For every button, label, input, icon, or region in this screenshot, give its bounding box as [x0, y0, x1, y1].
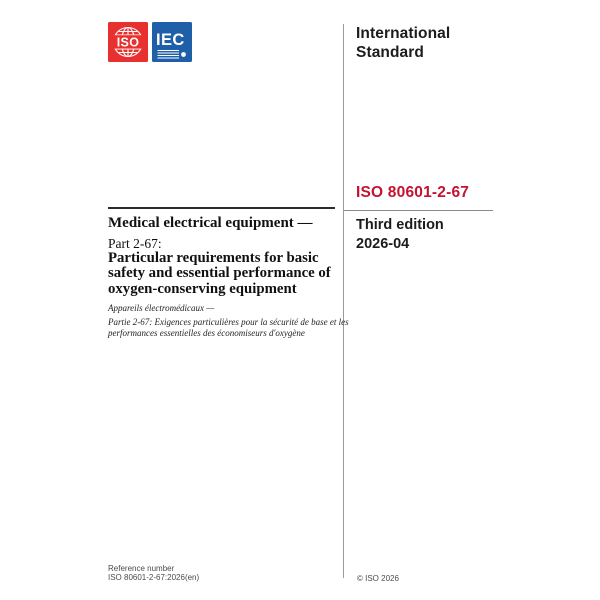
standard-number: ISO 80601-2-67: [356, 184, 470, 201]
iec-logo: [152, 22, 192, 62]
copyright-notice: © ISO 2026: [357, 574, 399, 583]
title-french-subtitle-line: performances essentielles des économiseurs d'oxygène: [108, 328, 305, 338]
reference-block: [108, 565, 199, 582]
title-part-label: Part 2-67:: [108, 236, 162, 251]
edition-date: 2026-04: [356, 235, 410, 252]
reference-number: ISO 80601-2-67:2026(en): [108, 572, 200, 582]
edition-label: Third edition: [356, 217, 444, 233]
iso-logo-label: ISO: [116, 35, 140, 50]
title-french-main: Appareils électromédicaux —: [108, 303, 215, 313]
iso-globe-icon: [108, 22, 148, 62]
title-french-subtitle-line: Partie 2-67: Exigences particulières pour la sécurité de base et les: [108, 317, 349, 327]
iec-lines-icon: [152, 22, 192, 62]
title-french-subtitle: [108, 317, 349, 339]
document-type-line1: International: [356, 25, 451, 42]
document-type-line2: Standard: [356, 44, 424, 61]
standard-number-rule: [344, 210, 493, 211]
edition-block: [356, 216, 444, 253]
title-english-subtitle-line: safety and essential performance of: [108, 265, 331, 282]
title-english-subtitle-line: Particular requirements for basic: [108, 250, 319, 266]
document-type-heading: [356, 24, 450, 62]
title-english-main: Medical electrical equipment —: [108, 215, 313, 231]
title-rule: [108, 207, 335, 209]
reference-label: Reference number: [108, 564, 175, 573]
column-divider: [343, 24, 344, 578]
iec-logo-label: IEC: [156, 31, 185, 49]
title-english-subtitle: [108, 251, 331, 297]
title-english-subtitle-line: oxygen-conserving equipment: [108, 280, 297, 297]
iso-logo: [108, 22, 148, 62]
iec-dot-icon: [181, 52, 186, 57]
